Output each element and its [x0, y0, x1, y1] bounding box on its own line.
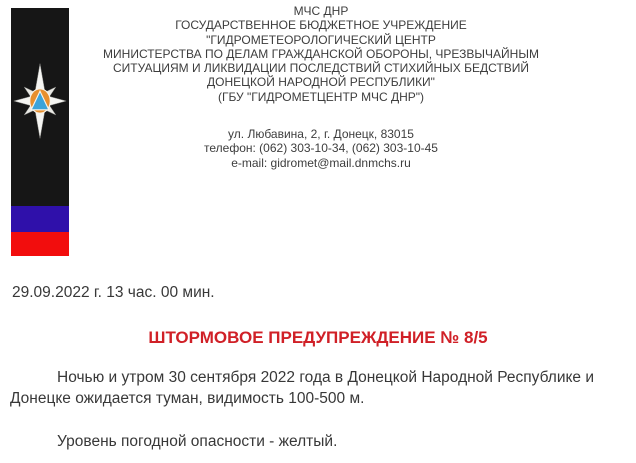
document-datetime: 29.09.2022 г. 13 час. 00 мин.: [12, 283, 215, 301]
org-header-line: МЧС ДНР: [293, 4, 349, 18]
org-contact-block: [90, 127, 552, 170]
org-header-line: ДОНЕЦКОЙ НАРОДНОЙ РЕСПУБЛИКИ": [207, 75, 435, 90]
mchs-emblem-star-icon: [12, 59, 68, 143]
org-header-line: МИНИСТЕРСТВА ПО ДЕЛАМ ГРАЖДАНСКОЙ ОБОРОНЫ, ЧРЕЗВЫЧАЙНЫМ: [103, 46, 539, 61]
org-phone: телефон: (062) 303-10-34, (062) 303-10-45: [204, 141, 438, 156]
flag-red-stripe: [11, 232, 69, 256]
org-email: e-mail: gidromet@mail.dnmchs.ru: [231, 155, 411, 170]
letterhead-flag-banner: [11, 8, 69, 256]
org-header-line: (ГБУ "ГИДРОМЕТЦЕНТР МЧС ДНР"): [217, 89, 425, 104]
org-address: ул. Любавина, 2, г. Донецк, 83015: [228, 127, 414, 142]
org-header-line: ГОСУДАРСТВЕННОЕ БЮДЖЕТНОЕ УЧРЕЖДЕНИЕ: [175, 18, 467, 33]
org-header: [90, 4, 552, 104]
warning-paragraph-forecast: Ночью и утром 30 сентября 2022 года в Донецкой Народной Республике и Донецке ожидается туман, видимость 100-500 м.: [10, 368, 595, 408]
org-header-line: СИТУАЦИЯМ И ЛИКВИДАЦИИ ПОСЛЕДСТВИЙ СТИХИЙНЫХ БЕДСТВИЙ: [113, 61, 529, 76]
storm-warning-title: ШТОРМОВОЕ ПРЕДУПРЕЖДЕНИЕ № 8/5: [148, 327, 488, 347]
warning-paragraph-danger-level: Уровень погодной опасности - желтый.: [57, 432, 338, 450]
flag-blue-stripe: [11, 206, 69, 232]
org-header-line: "ГИДРОМЕТЕОРОЛОГИЧЕСКИЙ ЦЕНТР: [206, 32, 436, 47]
